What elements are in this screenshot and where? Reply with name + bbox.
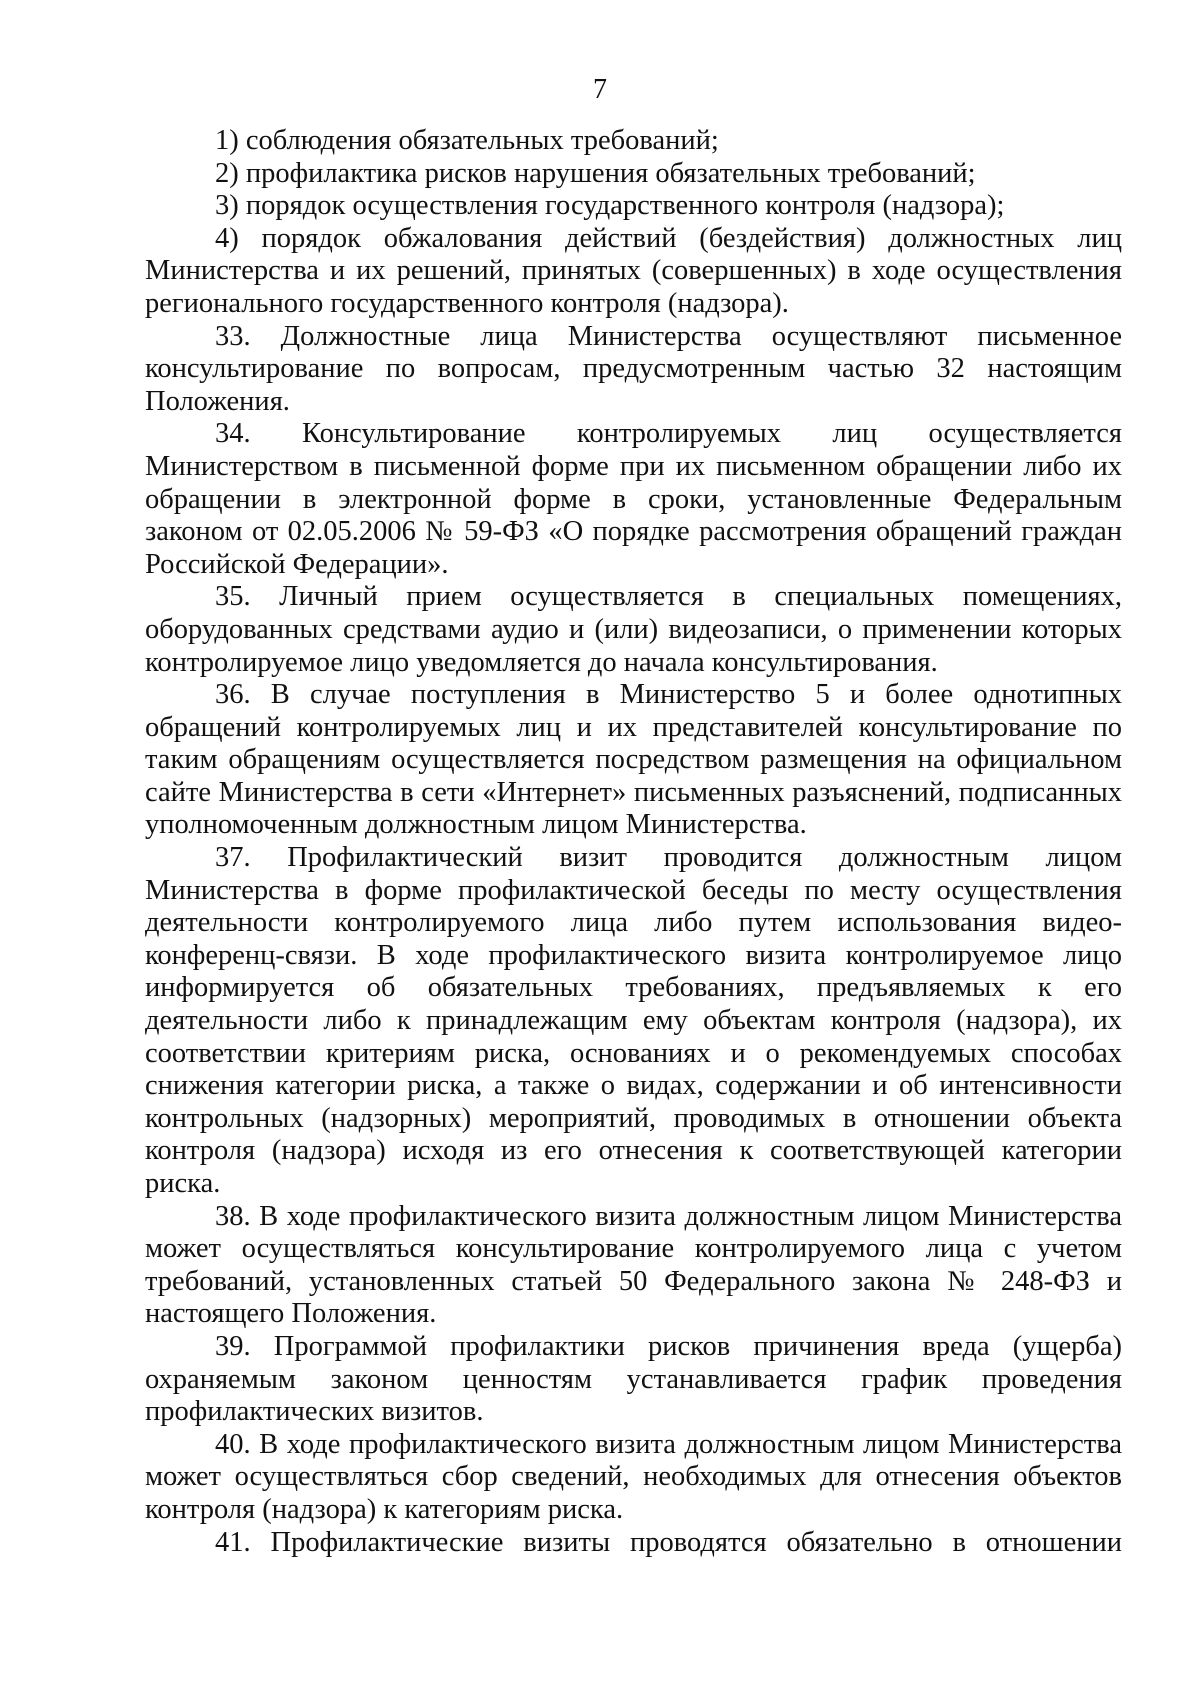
paragraph-item-4: 4) порядок обжалования действий (бездействия) должностных лиц Министерства и их решений, принятых (совершенных) в ходе осуществления регионального государственного контроля (надзора). (145, 222, 1122, 319)
paragraph-38: 38. В ходе профилактического визита должностным лицом Министерства может осуществляться консультирование контролируемого лица с учетом требований, установленных статьей 50 Федерального закона № 248-ФЗ и настоящего Положения. (145, 1200, 1122, 1330)
paragraph-33: 33. Должностные лица Министерства осуществляют письменное консультирование по вопросам, предусмотренным частью 32 настоящим Положения. (145, 320, 1122, 417)
paragraph-41: 41. Профилактические визиты проводятся обязательно в отношении (215, 1526, 1122, 1558)
page-number: 7 (593, 74, 607, 105)
document-body (145, 125, 1122, 1559)
paragraph-item-2: 2) профилактика рисков нарушения обязательных требований; (215, 157, 976, 189)
paragraph-37: 37. Профилактический визит проводится должностным лицом Министерства в форме профилактической беседы по месту осуществления деятельности контролируемого лица либо путем использования видео-конференц-связи. В ходе профилактического визита контролируемое лицо информируется об обязательных требованиях, предъявляемых к его деятельности либо к принадлежащим ему объектам контроля (надзора), их соответствии критериям риска, основаниях и о рекомендуемых способах снижения категории риска, а также о видах, содержании и об интенсивности контрольных (надзорных) мероприятий, проводимых в отношении объекта контроля (надзора) исходя из его отнесения к соответствующей категории риска. (145, 842, 1122, 1199)
paragraph-35: 35. Личный прием осуществляется в специальных помещениях, оборудованных средствами аудио и (или) видеозаписи, о применении которых контролируемое лицо уведомляется до начала консультирования. (145, 581, 1122, 678)
paragraph-item-1: 1) соблюдения обязательных требований; (215, 125, 719, 156)
paragraph-item-3: 3) порядок осуществления государственного контроля (надзора); (215, 190, 1005, 222)
paragraph-36: 36. В случае поступления в Министерство 5 и более однотипных обращений контролируемых лиц и их представителей консультирование по таким обращениям осуществляется посредством размещения на официальном сайте Министерства в сети «Интернет» письменных разъяснений, подписанных уполномоченным должностным лицом Министерства. (145, 679, 1122, 841)
paragraph-34: 34. Консультирование контролируемых лиц осуществляется Министерством в письменной форме при их письменном обращении либо их обращении в электронной форме в сроки, установленные Федеральным законом от 02.05.2006 № 59-ФЗ «О порядке рассмотрения обращений граждан Российской Федерации». (145, 418, 1122, 580)
paragraph-39: 39. Программой профилактики рисков причинения вреда (ущерба) охраняемым законом ценностям устанавливается график проведения профилактических визитов. (145, 1330, 1122, 1428)
paragraph-40: 40. В ходе профилактического визита должностным лицом Министерства может осуществляться сбор сведений, необходимых для отнесения объектов контроля (надзора) к категориям риска. (145, 1428, 1122, 1525)
